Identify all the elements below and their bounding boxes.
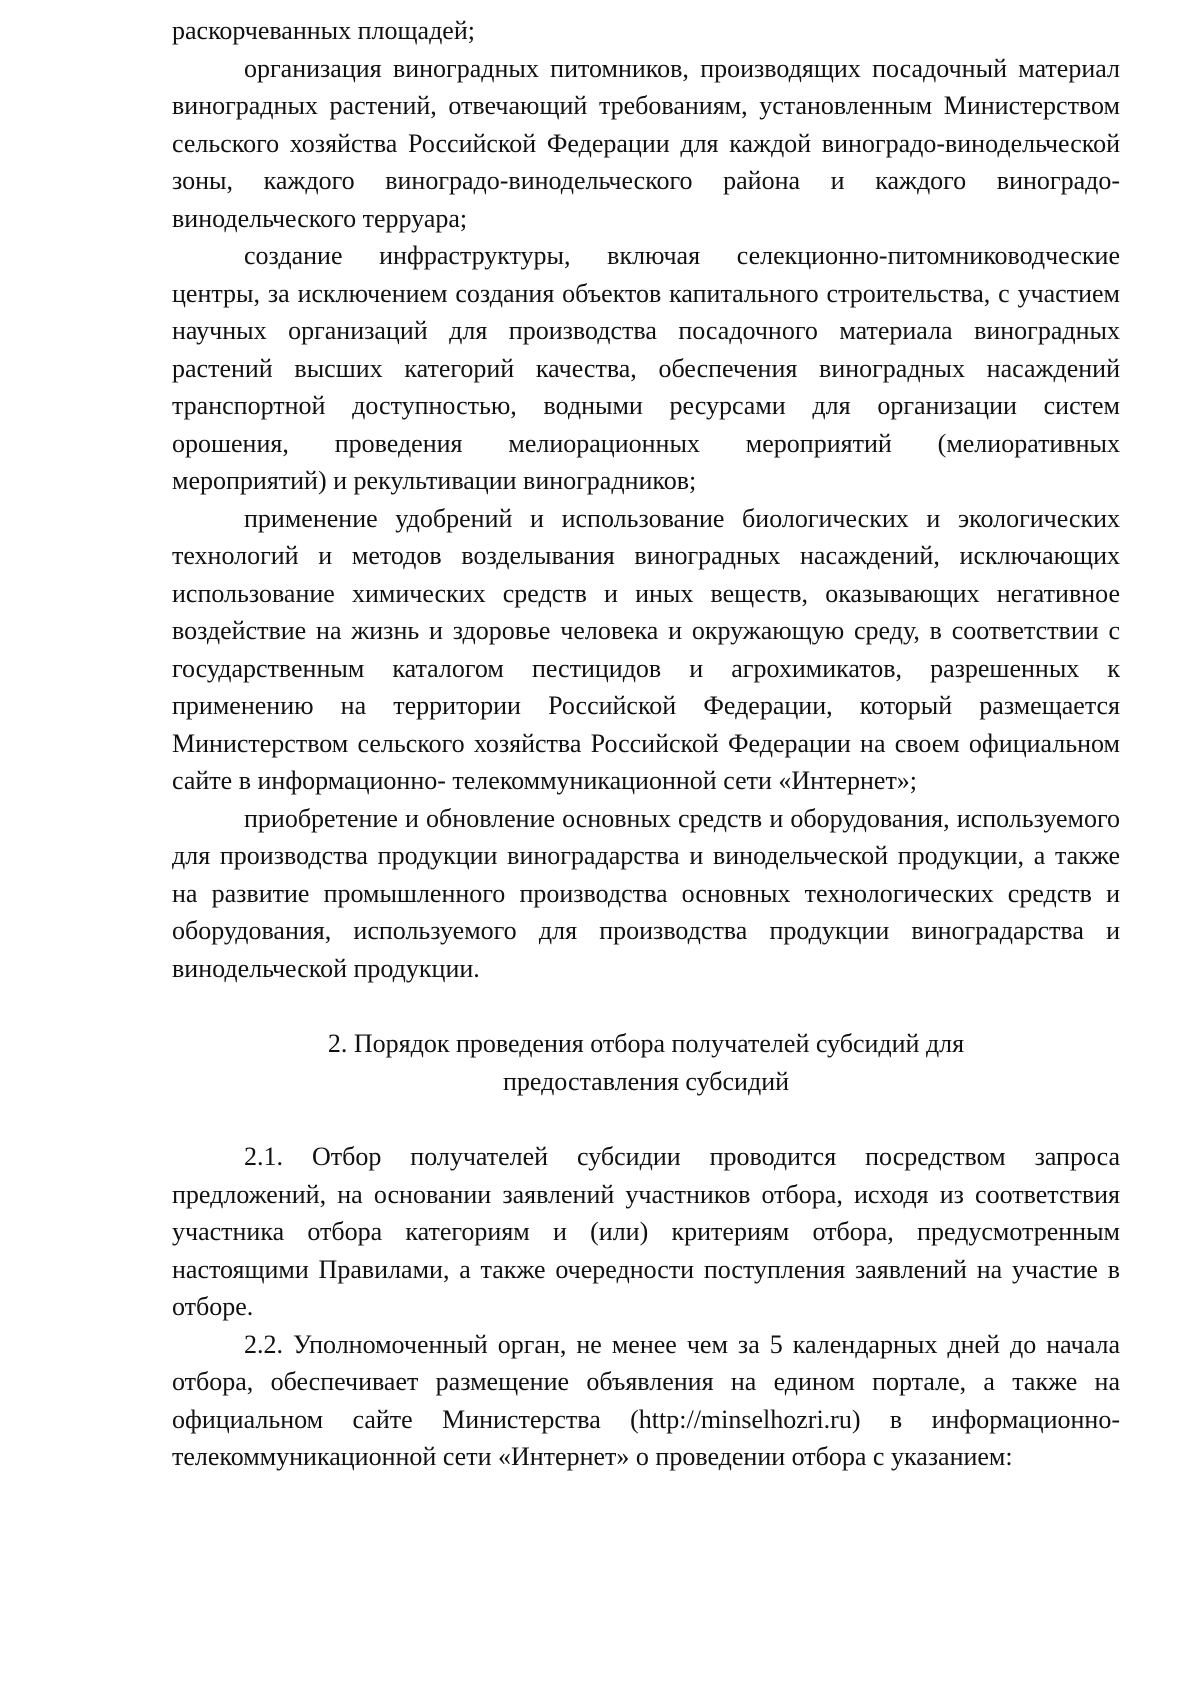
- spacer: [172, 987, 1120, 1025]
- document-body: [172, 12, 1120, 1476]
- section-heading-line-2: предоставления субсидий: [502, 1066, 790, 1096]
- spacer: [172, 1100, 1120, 1138]
- paragraph-continuation: раскорчеванных площадей;: [172, 16, 475, 45]
- list-item-infrastructure: создание инфраструктуры, включая селекционно-питомниководческие центры, за исключением создания объектов капитального строительства, с участием научных организаций для производства посадочного материала виноградных растений высших категорий качества, обеспечения виноградных насаждений транспортной доступностью, водными ресурсами для организации систем орошения, проведения мелиорационных мероприятий (мелиоративных мероприятий) и рекультивации виноградников;: [172, 241, 1120, 495]
- section-heading-line-1: 2. Порядок проведения отбора получателей субсидий для: [327, 1029, 965, 1058]
- list-item-nurseries: организация виноградных питомников, производящих посадочный материал виноградных растений, отвечающий требованиям, установленным Министерством сельского хозяйства Российской Федерации для каждой виноградо-винодельческой зоны, каждого виноградо-винодельческого района и каждого виноградо-винодельческого терруара;: [172, 53, 1120, 233]
- list-item-fertilizers: применение удобрений и использование биологических и экологических технологий и методов возделывания виноградных насаждений, исключающих использование химических средств и иных веществ, оказывающих негативное воздействие на жизнь и здоровье человека и окружающую среду, в соответствии с государственным каталогом пестицидов и агрохимикатов, разрешенных к применению на территории Российской Федерации, который размещается Министерством сельского хозяйства Российской Федерации на своем официальном сайте в информационно- телекоммуникационной сети «Интернет»;: [172, 503, 1120, 795]
- list-item-equipment: приобретение и обновление основных средств и оборудования, используемого для производства продукции виноградарства и винодельческой продукции, а также на развитие промышленного производства основных технологических средств и оборудования, используемого для производства продукции виноградарства и винодельческой продукции.: [172, 803, 1120, 983]
- clause-2-1: 2.1. Отбор получателей субсидии проводится посредством запроса предложений, на основании заявлений участников отбора, исходя из соответствия участника отбора категориям и (или) критериям отбора, предусмотренным настоящими Правилами, а также очередности поступления заявлений на участие в отборе.: [172, 1142, 1120, 1321]
- clause-2-2: 2.2. Уполномоченный орган, не менее чем за 5 календарных дней до начала отбора, обеспечивает размещение объявления на едином портале, а также на официальном сайте Министерства (http://minselhozri.ru) в информационно-телекоммуникационной сети «Интернет» о проведении отбора с указанием:: [172, 1329, 1120, 1471]
